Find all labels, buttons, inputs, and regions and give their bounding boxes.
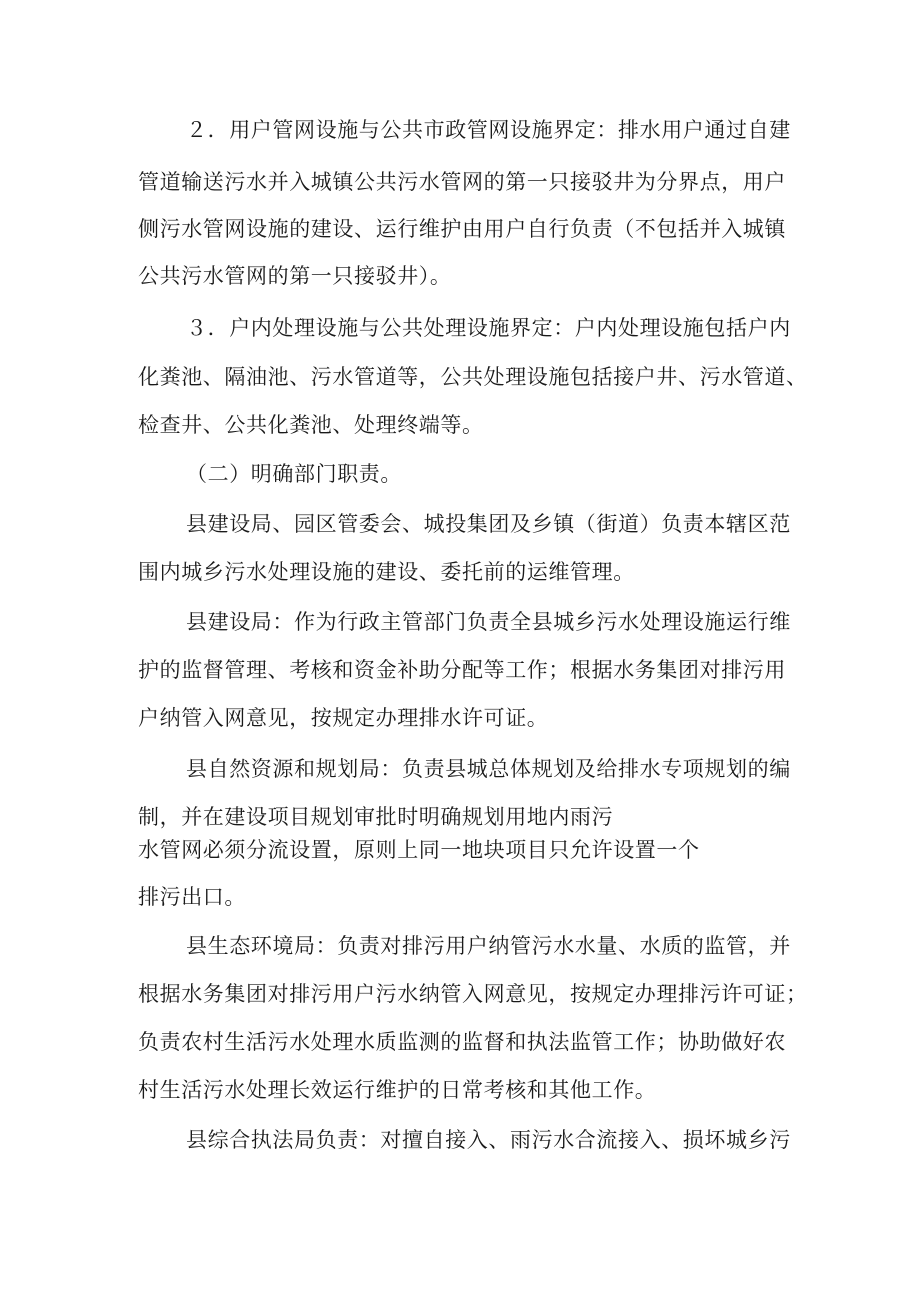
paragraph-7-line-2: 根据水务集团对排污用户污水纳管入网意见，按规定办理排污许可证； xyxy=(138,982,808,1006)
paragraph-2-line-4: 公共污水管网的第一只接驳井）。 xyxy=(138,264,452,288)
paragraph-6-line-3: 水管网必须分流设置，原则上同一地块项目只允许设置一个 xyxy=(138,838,700,862)
paragraph-2-line-1: ２．用户管网设施与公共市政管网设施界定：排水用户通过自建 xyxy=(186,118,791,142)
paragraph-2-line-2: 管道输送污水并入城镇公共污水管网的第一只接驳井为分界点，用户 xyxy=(138,170,786,194)
paragraph-7-line-3: 负责农村生活污水处理水质监测的监督和执法监管工作；协助做好农 xyxy=(138,1030,786,1054)
paragraph-5-line-2: 护的监督管理、考核和资金补助分配等工作；根据水务集团对排污用 xyxy=(138,658,786,682)
paragraph-3-line-1: ３．户内处理设施与公共处理设施界定：户内处理设施包括户内 xyxy=(186,316,791,340)
paragraph-5-line-3: 户纳管入网意见，按规定办理排水许可证。 xyxy=(138,706,549,730)
paragraph-6-line-1: 县自然资源和规划局：负责县城总体规划及给排水专项规划的编 xyxy=(186,757,791,781)
paragraph-5-line-1: 县建设局：作为行政主管部门负责全县城乡污水处理设施运行维 xyxy=(186,610,791,634)
paragraph-7-line-4: 村生活污水处理长效运行维护的日常考核和其他工作。 xyxy=(138,1078,657,1102)
paragraph-6-line-2: 制，并在建设项目规划审批时明确规划用地内雨污 xyxy=(138,805,614,829)
paragraph-3-line-2: 化粪池、隔油池、污水管道等，公共处理设施包括接户井、污水管道、 xyxy=(138,365,808,389)
paragraph-3-line-3: 检查井、公共化粪池、处理终端等。 xyxy=(138,413,484,437)
section-heading: （二）明确部门职责。 xyxy=(186,462,402,486)
paragraph-6-line-4: 排污出口。 xyxy=(138,885,246,909)
paragraph-2-line-3: 侧污水管网设施的建设、运行维护由用户自行负责（不包括并入城镇 xyxy=(138,217,786,241)
paragraph-4-line-1: 县建设局、园区管委会、城投集团及乡镇（街道）负责本辖区范 xyxy=(186,512,791,536)
paragraph-8-line-1: 县综合执法局负责：对擅自接入、雨污水合流接入、损坏城乡污 xyxy=(186,1128,791,1152)
paragraph-7-line-1: 县生态环境局：负责对排污用户纳管污水水量、水质的监管，并 xyxy=(186,934,791,958)
paragraph-4-line-2: 围内城乡污水处理设施的建设、委托前的运维管理。 xyxy=(138,560,635,584)
